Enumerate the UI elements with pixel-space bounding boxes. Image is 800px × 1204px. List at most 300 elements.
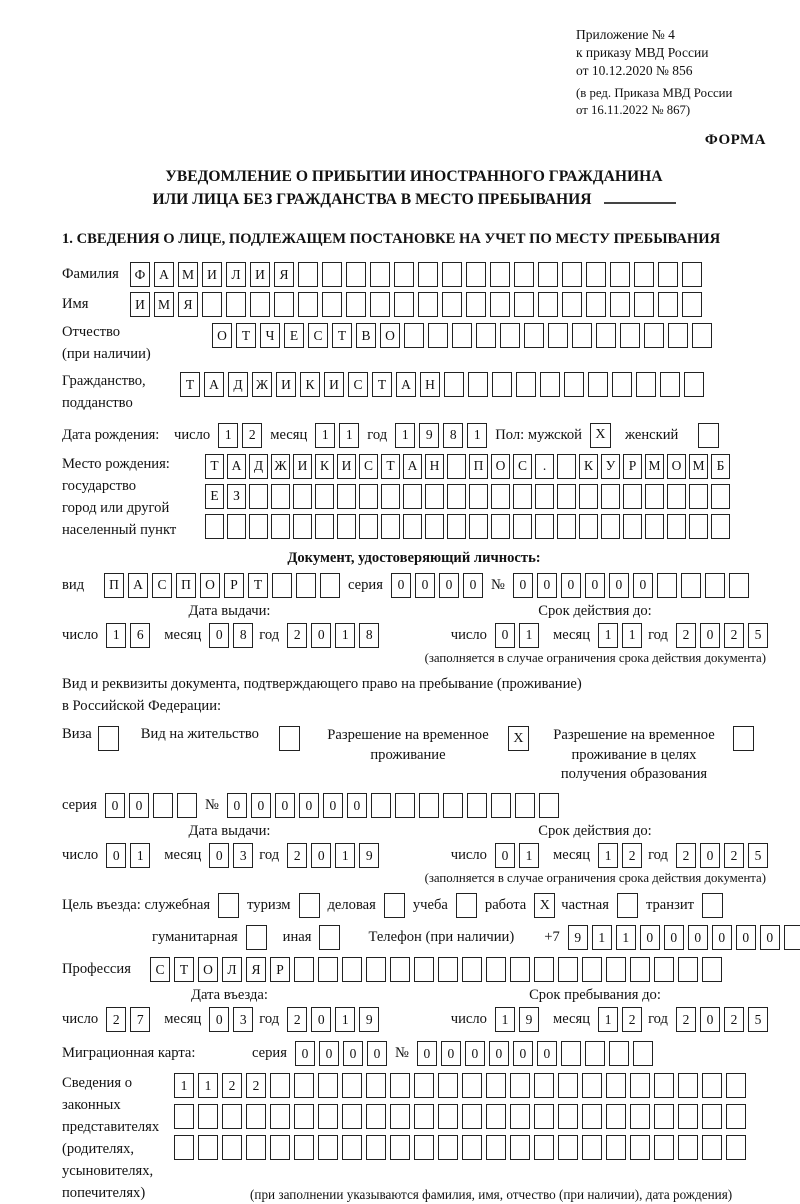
- char-cell[interactable]: [538, 292, 558, 317]
- char-cell[interactable]: [535, 514, 554, 539]
- char-cell[interactable]: 1: [315, 423, 335, 448]
- char-cell[interactable]: 0: [311, 1007, 331, 1032]
- purpose-work-checkbox[interactable]: X: [534, 893, 555, 918]
- char-cell[interactable]: А: [403, 454, 422, 479]
- char-cell[interactable]: [249, 514, 268, 539]
- char-cell[interactable]: [315, 484, 334, 509]
- char-cell[interactable]: 6: [130, 623, 150, 648]
- purpose-other-checkbox[interactable]: [319, 925, 340, 950]
- char-cell[interactable]: [729, 573, 749, 598]
- char-cell[interactable]: [579, 514, 598, 539]
- char-cell[interactable]: О: [491, 454, 510, 479]
- char-cell[interactable]: [442, 262, 462, 287]
- char-cell[interactable]: К: [315, 454, 334, 479]
- char-cell[interactable]: [612, 372, 632, 397]
- char-cell[interactable]: [414, 957, 434, 982]
- char-cell[interactable]: 0: [537, 573, 557, 598]
- char-cell[interactable]: 0: [106, 843, 126, 868]
- char-cell[interactable]: [205, 514, 224, 539]
- char-cell[interactable]: 8: [233, 623, 253, 648]
- char-cell[interactable]: [467, 793, 487, 818]
- char-cell[interactable]: [447, 484, 466, 509]
- char-cell[interactable]: 5: [748, 623, 768, 648]
- char-cell[interactable]: 0: [439, 573, 459, 598]
- char-cell[interactable]: [222, 1104, 242, 1129]
- char-cell[interactable]: [366, 1073, 386, 1098]
- char-cell[interactable]: [681, 573, 701, 598]
- char-cell[interactable]: [515, 793, 535, 818]
- female-checkbox[interactable]: [698, 423, 719, 448]
- char-cell[interactable]: [534, 1073, 554, 1098]
- char-cell[interactable]: И: [324, 372, 344, 397]
- char-cell[interactable]: [601, 484, 620, 509]
- char-cell[interactable]: [588, 372, 608, 397]
- char-cell[interactable]: [318, 1135, 338, 1160]
- char-cell[interactable]: [654, 1073, 674, 1098]
- char-cell[interactable]: [198, 1104, 218, 1129]
- char-cell[interactable]: О: [380, 323, 400, 348]
- char-cell[interactable]: [606, 1135, 626, 1160]
- char-cell[interactable]: 5: [748, 843, 768, 868]
- char-cell[interactable]: 0: [347, 793, 367, 818]
- char-cell[interactable]: А: [227, 454, 246, 479]
- char-cell[interactable]: О: [200, 573, 220, 598]
- char-cell[interactable]: 1: [335, 843, 355, 868]
- char-cell[interactable]: [414, 1104, 434, 1129]
- char-cell[interactable]: 1: [598, 843, 618, 868]
- char-cell[interactable]: 1: [218, 423, 238, 448]
- char-cell[interactable]: [657, 573, 677, 598]
- char-cell[interactable]: 0: [319, 1041, 339, 1066]
- char-cell[interactable]: [366, 1104, 386, 1129]
- char-cell[interactable]: [510, 1135, 530, 1160]
- char-cell[interactable]: 1: [198, 1073, 218, 1098]
- char-cell[interactable]: [678, 1104, 698, 1129]
- char-cell[interactable]: 2: [246, 1073, 266, 1098]
- char-cell[interactable]: [293, 484, 312, 509]
- char-cell[interactable]: 0: [736, 925, 756, 950]
- char-cell[interactable]: [438, 957, 458, 982]
- char-cell[interactable]: [390, 957, 410, 982]
- char-cell[interactable]: [689, 484, 708, 509]
- char-cell[interactable]: [337, 484, 356, 509]
- char-cell[interactable]: Ж: [252, 372, 272, 397]
- char-cell[interactable]: Б: [711, 454, 730, 479]
- char-cell[interactable]: И: [130, 292, 150, 317]
- char-cell[interactable]: 0: [391, 573, 411, 598]
- char-cell[interactable]: [447, 514, 466, 539]
- char-cell[interactable]: [557, 454, 576, 479]
- char-cell[interactable]: [414, 1135, 434, 1160]
- char-cell[interactable]: [585, 1041, 605, 1066]
- char-cell[interactable]: 0: [495, 623, 515, 648]
- char-cell[interactable]: С: [152, 573, 172, 598]
- char-cell[interactable]: Р: [224, 573, 244, 598]
- char-cell[interactable]: [359, 484, 378, 509]
- char-cell[interactable]: [419, 793, 439, 818]
- char-cell[interactable]: Е: [284, 323, 304, 348]
- char-cell[interactable]: [462, 1104, 482, 1129]
- char-cell[interactable]: 0: [609, 573, 629, 598]
- visa-checkbox[interactable]: [98, 726, 119, 751]
- char-cell[interactable]: [270, 1135, 290, 1160]
- char-cell[interactable]: [294, 1073, 314, 1098]
- char-cell[interactable]: [418, 292, 438, 317]
- char-cell[interactable]: 0: [105, 793, 125, 818]
- char-cell[interactable]: [337, 514, 356, 539]
- char-cell[interactable]: [601, 514, 620, 539]
- char-cell[interactable]: 0: [700, 843, 720, 868]
- char-cell[interactable]: [466, 292, 486, 317]
- char-cell[interactable]: [660, 372, 680, 397]
- char-cell[interactable]: Р: [623, 454, 642, 479]
- char-cell[interactable]: [371, 793, 391, 818]
- char-cell[interactable]: [513, 514, 532, 539]
- char-cell[interactable]: [359, 514, 378, 539]
- char-cell[interactable]: [582, 1104, 602, 1129]
- char-cell[interactable]: [174, 1104, 194, 1129]
- char-cell[interactable]: 2: [724, 623, 744, 648]
- char-cell[interactable]: 2: [724, 1007, 744, 1032]
- char-cell[interactable]: [630, 1073, 650, 1098]
- char-cell[interactable]: 0: [633, 573, 653, 598]
- char-cell[interactable]: [491, 514, 510, 539]
- char-cell[interactable]: [370, 262, 390, 287]
- char-cell[interactable]: [476, 323, 496, 348]
- char-cell[interactable]: Е: [205, 484, 224, 509]
- char-cell[interactable]: Т: [372, 372, 392, 397]
- char-cell[interactable]: 0: [561, 573, 581, 598]
- char-cell[interactable]: [645, 484, 664, 509]
- char-cell[interactable]: [705, 573, 725, 598]
- char-cell[interactable]: Л: [222, 957, 242, 982]
- char-cell[interactable]: 2: [724, 843, 744, 868]
- char-cell[interactable]: 1: [174, 1073, 194, 1098]
- char-cell[interactable]: [534, 957, 554, 982]
- char-cell[interactable]: А: [154, 262, 174, 287]
- char-cell[interactable]: [609, 1041, 629, 1066]
- char-cell[interactable]: 1: [622, 623, 642, 648]
- char-cell[interactable]: 2: [287, 623, 307, 648]
- char-cell[interactable]: [562, 262, 582, 287]
- char-cell[interactable]: [636, 372, 656, 397]
- char-cell[interactable]: И: [293, 454, 312, 479]
- char-cell[interactable]: [538, 262, 558, 287]
- char-cell[interactable]: [394, 292, 414, 317]
- char-cell[interactable]: [226, 292, 246, 317]
- char-cell[interactable]: [514, 292, 534, 317]
- char-cell[interactable]: [606, 957, 626, 982]
- char-cell[interactable]: [202, 292, 222, 317]
- char-cell[interactable]: [342, 1073, 362, 1098]
- char-cell[interactable]: 1: [519, 843, 539, 868]
- char-cell[interactable]: [249, 484, 268, 509]
- char-cell[interactable]: 1: [339, 423, 359, 448]
- char-cell[interactable]: [390, 1135, 410, 1160]
- char-cell[interactable]: И: [250, 262, 270, 287]
- char-cell[interactable]: [623, 484, 642, 509]
- char-cell[interactable]: [342, 957, 362, 982]
- char-cell[interactable]: [654, 957, 674, 982]
- char-cell[interactable]: [645, 514, 664, 539]
- char-cell[interactable]: [177, 793, 197, 818]
- char-cell[interactable]: В: [356, 323, 376, 348]
- char-cell[interactable]: Т: [174, 957, 194, 982]
- char-cell[interactable]: О: [212, 323, 232, 348]
- char-cell[interactable]: З: [227, 484, 246, 509]
- char-cell[interactable]: [684, 372, 704, 397]
- char-cell[interactable]: [689, 514, 708, 539]
- char-cell[interactable]: 0: [465, 1041, 485, 1066]
- char-cell[interactable]: [294, 1135, 314, 1160]
- char-cell[interactable]: [510, 957, 530, 982]
- char-cell[interactable]: [630, 957, 650, 982]
- char-cell[interactable]: [678, 1073, 698, 1098]
- char-cell[interactable]: [443, 793, 463, 818]
- char-cell[interactable]: [654, 1104, 674, 1129]
- char-cell[interactable]: 9: [359, 843, 379, 868]
- char-cell[interactable]: [500, 323, 520, 348]
- char-cell[interactable]: [438, 1073, 458, 1098]
- char-cell[interactable]: 9: [359, 1007, 379, 1032]
- char-cell[interactable]: [784, 925, 800, 950]
- char-cell[interactable]: С: [150, 957, 170, 982]
- char-cell[interactable]: 0: [495, 843, 515, 868]
- char-cell[interactable]: [678, 957, 698, 982]
- temp-residence-edu-checkbox[interactable]: [733, 726, 754, 751]
- char-cell[interactable]: Т: [205, 454, 224, 479]
- char-cell[interactable]: [486, 1104, 506, 1129]
- char-cell[interactable]: Ф: [130, 262, 150, 287]
- char-cell[interactable]: Т: [180, 372, 200, 397]
- char-cell[interactable]: [395, 793, 415, 818]
- char-cell[interactable]: [418, 262, 438, 287]
- char-cell[interactable]: [726, 1135, 746, 1160]
- char-cell[interactable]: 1: [335, 623, 355, 648]
- char-cell[interactable]: [390, 1104, 410, 1129]
- char-cell[interactable]: [682, 292, 702, 317]
- char-cell[interactable]: А: [396, 372, 416, 397]
- char-cell[interactable]: П: [104, 573, 124, 598]
- char-cell[interactable]: [271, 484, 290, 509]
- purpose-transit-checkbox[interactable]: [702, 893, 723, 918]
- char-cell[interactable]: 0: [712, 925, 732, 950]
- char-cell[interactable]: [562, 292, 582, 317]
- char-cell[interactable]: [381, 514, 400, 539]
- char-cell[interactable]: 0: [640, 925, 660, 950]
- char-cell[interactable]: 7: [130, 1007, 150, 1032]
- char-cell[interactable]: А: [204, 372, 224, 397]
- char-cell[interactable]: 0: [513, 573, 533, 598]
- char-cell[interactable]: 0: [299, 793, 319, 818]
- char-cell[interactable]: К: [579, 454, 598, 479]
- char-cell[interactable]: [692, 323, 712, 348]
- char-cell[interactable]: [318, 1073, 338, 1098]
- char-cell[interactable]: С: [359, 454, 378, 479]
- char-cell[interactable]: [270, 1073, 290, 1098]
- char-cell[interactable]: [492, 372, 512, 397]
- residence-permit-checkbox[interactable]: [279, 726, 300, 751]
- char-cell[interactable]: [294, 957, 314, 982]
- char-cell[interactable]: 0: [311, 623, 331, 648]
- char-cell[interactable]: [222, 1135, 242, 1160]
- char-cell[interactable]: 2: [622, 843, 642, 868]
- char-cell[interactable]: Л: [226, 262, 246, 287]
- char-cell[interactable]: [726, 1073, 746, 1098]
- char-cell[interactable]: М: [178, 262, 198, 287]
- char-cell[interactable]: М: [154, 292, 174, 317]
- char-cell[interactable]: 0: [209, 1007, 229, 1032]
- char-cell[interactable]: 8: [443, 423, 463, 448]
- char-cell[interactable]: Т: [236, 323, 256, 348]
- char-cell[interactable]: [557, 514, 576, 539]
- male-checkbox[interactable]: X: [590, 423, 611, 448]
- char-cell[interactable]: 1: [598, 623, 618, 648]
- char-cell[interactable]: 1: [519, 623, 539, 648]
- char-cell[interactable]: [535, 484, 554, 509]
- char-cell[interactable]: С: [348, 372, 368, 397]
- char-cell[interactable]: 0: [463, 573, 483, 598]
- char-cell[interactable]: 2: [676, 843, 696, 868]
- char-cell[interactable]: 0: [537, 1041, 557, 1066]
- char-cell[interactable]: 0: [209, 623, 229, 648]
- char-cell[interactable]: [462, 1073, 482, 1098]
- char-cell[interactable]: 1: [495, 1007, 515, 1032]
- char-cell[interactable]: П: [176, 573, 196, 598]
- char-cell[interactable]: [726, 1104, 746, 1129]
- char-cell[interactable]: [702, 1135, 722, 1160]
- char-cell[interactable]: [658, 262, 678, 287]
- char-cell[interactable]: [678, 1135, 698, 1160]
- char-cell[interactable]: [403, 484, 422, 509]
- char-cell[interactable]: Ж: [271, 454, 290, 479]
- char-cell[interactable]: 3: [233, 1007, 253, 1032]
- char-cell[interactable]: [682, 262, 702, 287]
- char-cell[interactable]: 1: [335, 1007, 355, 1032]
- char-cell[interactable]: Я: [274, 262, 294, 287]
- char-cell[interactable]: [486, 1073, 506, 1098]
- char-cell[interactable]: [514, 262, 534, 287]
- char-cell[interactable]: [271, 514, 290, 539]
- char-cell[interactable]: [469, 514, 488, 539]
- char-cell[interactable]: [444, 372, 464, 397]
- purpose-official-checkbox[interactable]: [218, 893, 239, 918]
- purpose-private-checkbox[interactable]: [617, 893, 638, 918]
- char-cell[interactable]: 0: [513, 1041, 533, 1066]
- char-cell[interactable]: И: [276, 372, 296, 397]
- char-cell[interactable]: С: [308, 323, 328, 348]
- char-cell[interactable]: [561, 1041, 581, 1066]
- char-cell[interactable]: [466, 262, 486, 287]
- char-cell[interactable]: [403, 514, 422, 539]
- char-cell[interactable]: 9: [419, 423, 439, 448]
- char-cell[interactable]: Р: [270, 957, 290, 982]
- char-cell[interactable]: [414, 1073, 434, 1098]
- char-cell[interactable]: 8: [359, 623, 379, 648]
- char-cell[interactable]: [438, 1135, 458, 1160]
- char-cell[interactable]: 0: [441, 1041, 461, 1066]
- char-cell[interactable]: [667, 484, 686, 509]
- char-cell[interactable]: И: [202, 262, 222, 287]
- purpose-humanitarian-checkbox[interactable]: [246, 925, 267, 950]
- char-cell[interactable]: М: [689, 454, 708, 479]
- char-cell[interactable]: [702, 1073, 722, 1098]
- char-cell[interactable]: [634, 292, 654, 317]
- char-cell[interactable]: [606, 1073, 626, 1098]
- char-cell[interactable]: [654, 1135, 674, 1160]
- temp-residence-checkbox[interactable]: X: [508, 726, 529, 751]
- char-cell[interactable]: О: [198, 957, 218, 982]
- char-cell[interactable]: К: [300, 372, 320, 397]
- char-cell[interactable]: [270, 1104, 290, 1129]
- char-cell[interactable]: [298, 292, 318, 317]
- char-cell[interactable]: [564, 372, 584, 397]
- char-cell[interactable]: [539, 793, 559, 818]
- char-cell[interactable]: [390, 1073, 410, 1098]
- char-cell[interactable]: 9: [568, 925, 588, 950]
- char-cell[interactable]: [623, 514, 642, 539]
- char-cell[interactable]: 0: [129, 793, 149, 818]
- char-cell[interactable]: Т: [332, 323, 352, 348]
- char-cell[interactable]: 1: [130, 843, 150, 868]
- char-cell[interactable]: 1: [395, 423, 415, 448]
- char-cell[interactable]: [702, 957, 722, 982]
- char-cell[interactable]: [342, 1104, 362, 1129]
- char-cell[interactable]: [633, 1041, 653, 1066]
- char-cell[interactable]: 2: [676, 623, 696, 648]
- char-cell[interactable]: [524, 323, 544, 348]
- char-cell[interactable]: [318, 957, 338, 982]
- char-cell[interactable]: [513, 484, 532, 509]
- char-cell[interactable]: [596, 323, 616, 348]
- char-cell[interactable]: [370, 292, 390, 317]
- char-cell[interactable]: [153, 793, 173, 818]
- char-cell[interactable]: [557, 484, 576, 509]
- char-cell[interactable]: [315, 514, 334, 539]
- char-cell[interactable]: 0: [227, 793, 247, 818]
- char-cell[interactable]: [294, 1104, 314, 1129]
- char-cell[interactable]: 0: [209, 843, 229, 868]
- char-cell[interactable]: [586, 292, 606, 317]
- char-cell[interactable]: 0: [295, 1041, 315, 1066]
- char-cell[interactable]: Д: [249, 454, 268, 479]
- char-cell[interactable]: [572, 323, 592, 348]
- char-cell[interactable]: 0: [700, 1007, 720, 1032]
- char-cell[interactable]: Н: [420, 372, 440, 397]
- char-cell[interactable]: [468, 372, 488, 397]
- char-cell[interactable]: [579, 484, 598, 509]
- char-cell[interactable]: .: [535, 454, 554, 479]
- char-cell[interactable]: [658, 292, 678, 317]
- char-cell[interactable]: Н: [425, 454, 444, 479]
- char-cell[interactable]: [558, 1135, 578, 1160]
- char-cell[interactable]: 0: [323, 793, 343, 818]
- char-cell[interactable]: [298, 262, 318, 287]
- char-cell[interactable]: [174, 1135, 194, 1160]
- char-cell[interactable]: У: [601, 454, 620, 479]
- char-cell[interactable]: 1: [616, 925, 636, 950]
- char-cell[interactable]: 1: [598, 1007, 618, 1032]
- char-cell[interactable]: М: [645, 454, 664, 479]
- char-cell[interactable]: [534, 1104, 554, 1129]
- char-cell[interactable]: 0: [311, 843, 331, 868]
- char-cell[interactable]: С: [513, 454, 532, 479]
- char-cell[interactable]: [711, 514, 730, 539]
- char-cell[interactable]: [548, 323, 568, 348]
- char-cell[interactable]: [620, 323, 640, 348]
- char-cell[interactable]: 0: [251, 793, 271, 818]
- char-cell[interactable]: 0: [664, 925, 684, 950]
